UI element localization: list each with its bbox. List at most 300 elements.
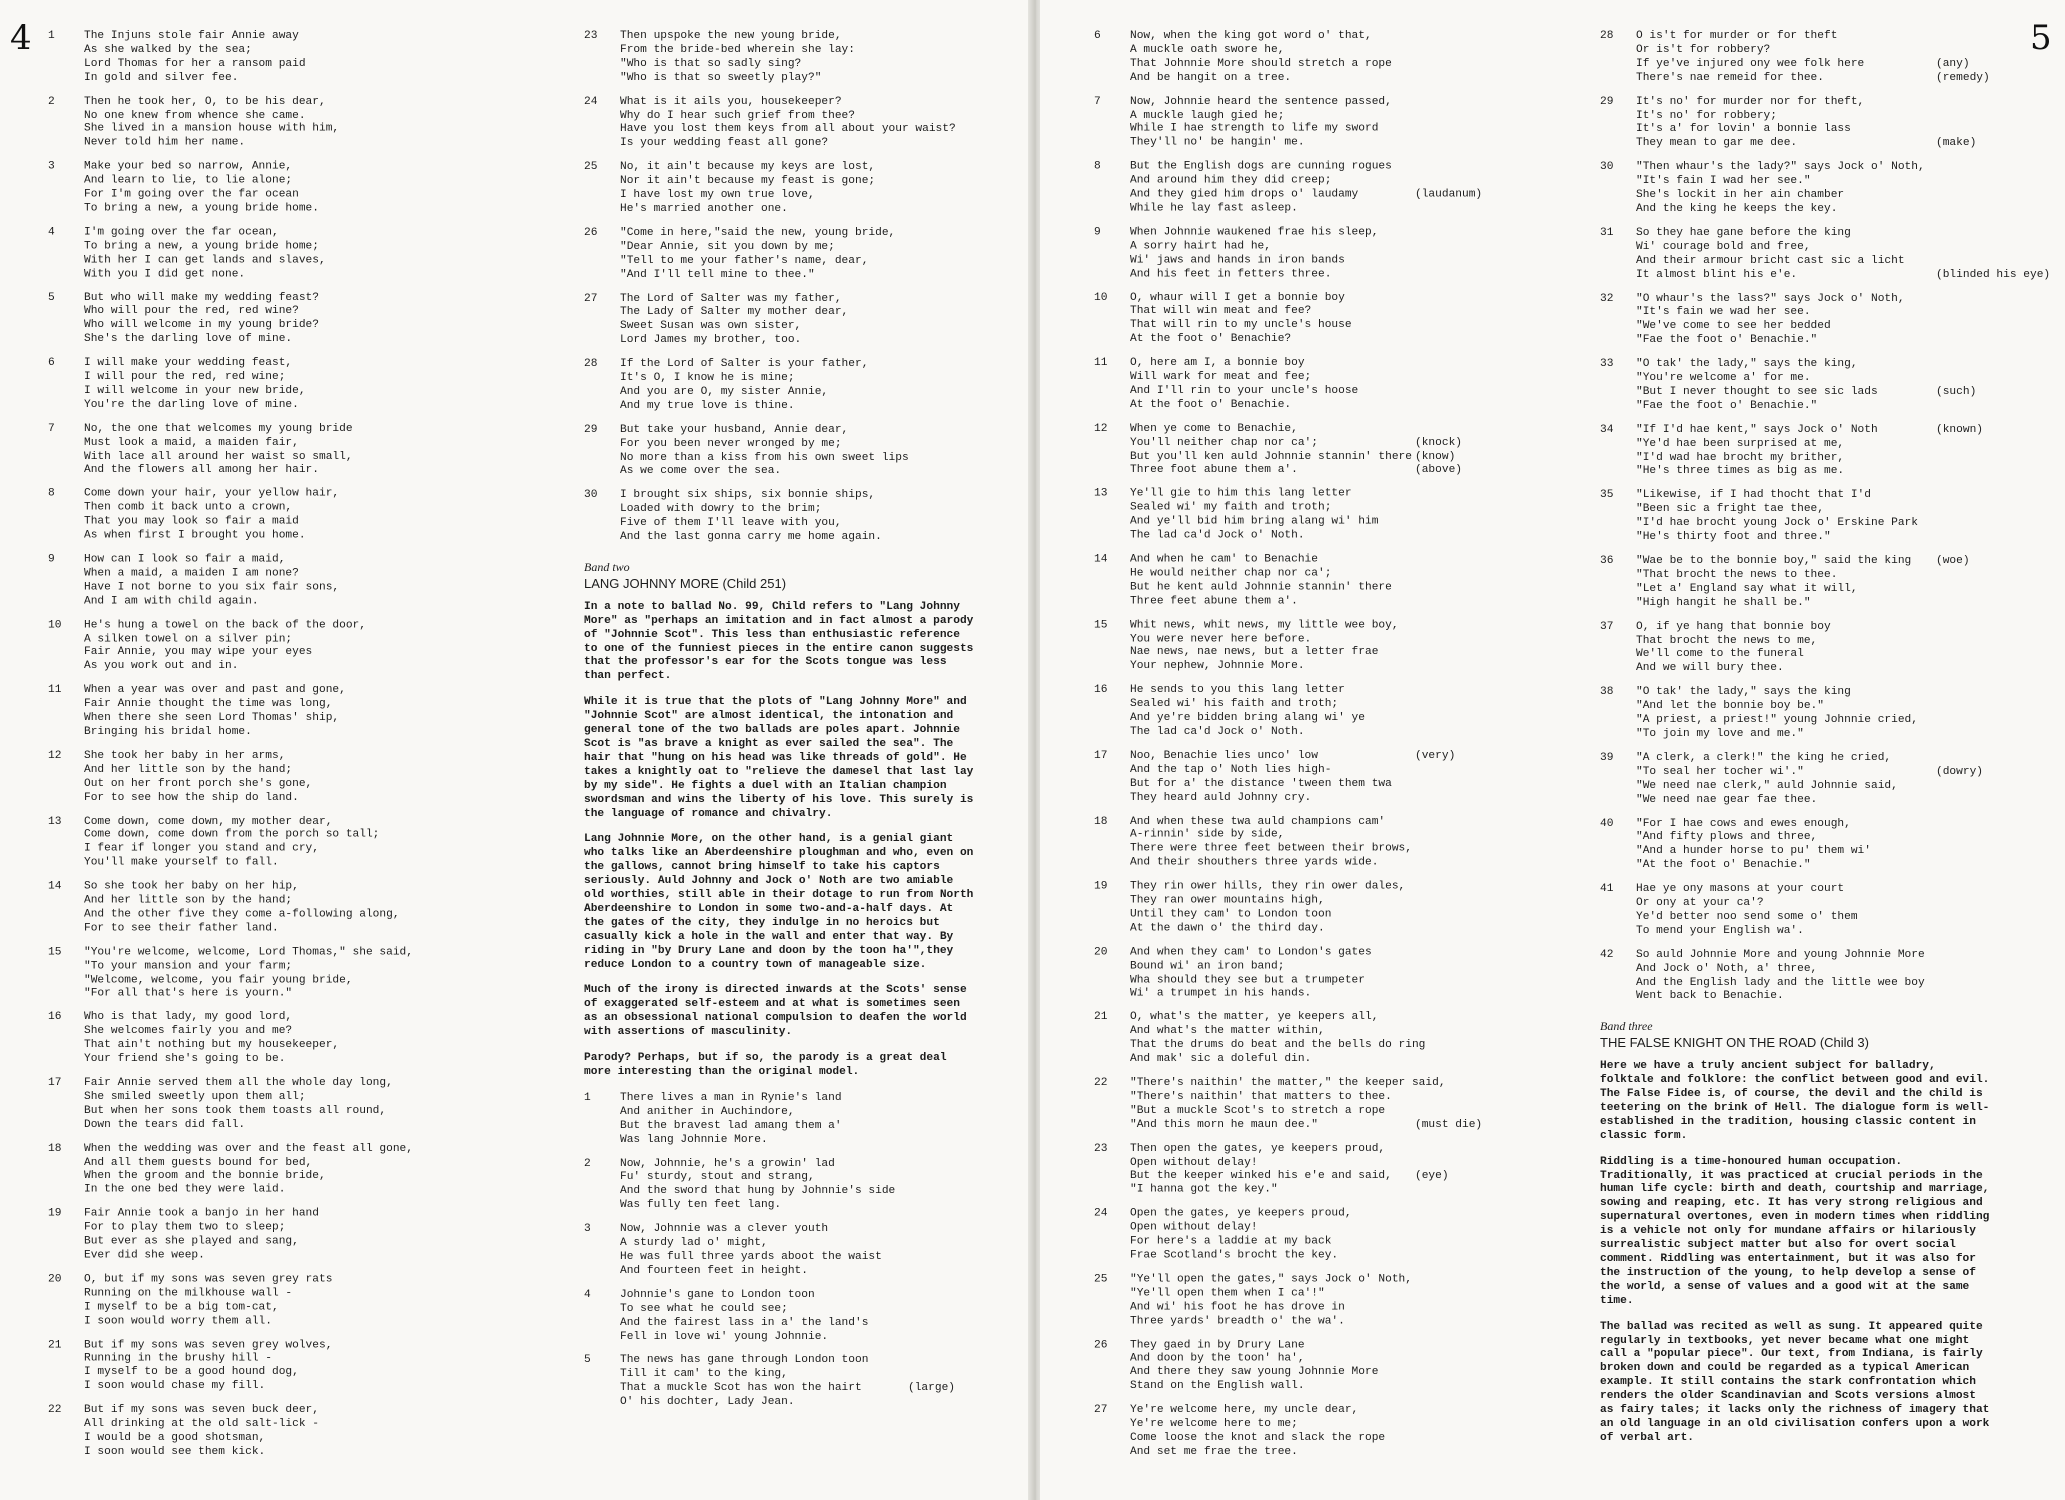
verse-line <box>1130 895 1514 909</box>
verse-line <box>1636 925 2030 939</box>
verse-text: You'll make yourself to fall. <box>84 856 279 869</box>
intro-paragraph: Much of the irony is directed inwards at the Scots' sense of exaggerated self-esteem and at what is sometimes seen as an obsessional national compulsion to deafen the world with assertions of masculinity. <box>584 984 967 1039</box>
verse-text: At the foot o' Benachie. <box>1130 398 1292 411</box>
verse-line <box>84 357 448 371</box>
verse-line <box>84 530 448 544</box>
verse-text: And her little son by the hand; <box>84 763 293 776</box>
verse-text: "O tak' the lady," says the king <box>1636 686 1851 699</box>
verse-line <box>84 488 448 502</box>
stanza-number: 1 <box>584 1091 591 1104</box>
verse-line <box>1636 700 2030 714</box>
verse-line <box>84 1039 448 1053</box>
verse-text: Whit news, whit news, my little wee boy, <box>1130 618 1399 631</box>
verse-text: For here's a laddie at my back <box>1130 1235 1332 1248</box>
verse-line <box>620 358 1004 372</box>
verse-line <box>620 452 1004 466</box>
verse-text: Wha should they see but a trumpeter <box>1130 973 1365 986</box>
verse-line <box>1130 319 1514 333</box>
gloss-note: (such) <box>1936 385 1977 398</box>
verse-line <box>84 516 448 530</box>
verse-text: O is't for murder or for theft <box>1636 30 1838 42</box>
verse-text: "I hanna got the key." <box>1130 1184 1278 1197</box>
verse-line <box>84 44 448 58</box>
verse-line <box>1130 1077 1514 1091</box>
ballad-title: THE FALSE KNIGHT ON THE ROAD (Child 3) <box>1600 1035 1869 1051</box>
verse-text: "Ye'll open them when I ca'!" <box>1130 1287 1325 1300</box>
verse-line <box>1130 1432 1514 1446</box>
stanza <box>1094 1404 1514 1459</box>
stanza <box>584 1158 1004 1214</box>
verse-text: Fair Annie took a banjo in her hand <box>84 1207 319 1220</box>
verse-text: And be hangit on a tree. <box>1130 71 1292 84</box>
gloss-note: (make) <box>1936 137 1977 150</box>
stanza <box>1600 555 2030 611</box>
verse-line <box>1130 58 1514 72</box>
verse-line <box>1130 1156 1514 1170</box>
verse-line <box>84 399 448 413</box>
verse-line <box>84 464 448 478</box>
verse-line <box>620 1171 1004 1185</box>
verse-text: "But I never thought to see sic lads <box>1636 385 1878 398</box>
stanza-number: 34 <box>1600 423 1614 436</box>
stanza-number: 13 <box>1094 488 1108 501</box>
verse-line <box>1130 1236 1514 1250</box>
verse-line <box>1636 268 2051 283</box>
verse-line <box>620 44 1004 58</box>
stanza <box>48 1143 448 1198</box>
verse-line <box>1130 1353 1514 1367</box>
verse-text: He sends to you this lang letter <box>1130 684 1345 697</box>
verse-text: And learn to lie, to lie alone; <box>84 174 293 187</box>
verse-text: Or ony at your ca'? <box>1636 897 1764 910</box>
stanza-number: 18 <box>1094 815 1108 828</box>
verse-line <box>620 1106 1004 1120</box>
verse-line <box>84 30 448 44</box>
stanza <box>1600 883 2030 939</box>
verse-text: And there they saw young Johnnie More <box>1130 1366 1379 1379</box>
verse-line <box>620 293 1004 307</box>
stanza-number: 41 <box>1600 883 1614 896</box>
stanza-number: 1 <box>48 30 55 42</box>
verse-text: Come down your hair, your yellow hair, <box>84 488 340 501</box>
verse-text: I will welcome in your new bride, <box>84 384 306 397</box>
stanza-number: 40 <box>1600 817 1614 830</box>
verse-text: They mean to gar me dee. <box>1636 137 1798 150</box>
verse-line <box>1636 531 2030 545</box>
stanza <box>584 424 1004 480</box>
verse-text: Ye'd better noo send some o' them <box>1636 910 1858 923</box>
verse-line <box>620 334 1004 348</box>
verse-line <box>84 306 448 320</box>
verse-text: Nor it ain't because my feast is gone; <box>620 175 876 188</box>
verse-text: Have you lost them keys from all about your waist? <box>620 123 956 136</box>
verse-line <box>1636 241 2030 255</box>
stanza <box>584 227 1004 283</box>
verse-line <box>1636 728 2030 742</box>
verse-text: Then he took her, O, to be his dear, <box>84 95 326 108</box>
verse-text: It's O, I know he is mine; <box>620 372 795 385</box>
verse-line <box>620 1265 1004 1279</box>
verse-text: She welcomes fairly you and me? <box>84 1025 293 1038</box>
stanza <box>48 357 448 412</box>
stanza-number: 36 <box>1600 555 1614 567</box>
stanza <box>1094 226 1514 281</box>
verse-text: They'll no' be hangin' me. <box>1130 137 1305 150</box>
verse-line <box>84 764 448 778</box>
stanza <box>1600 293 2030 349</box>
stanza-number: 30 <box>1600 161 1614 174</box>
verse-text: Open without delay! <box>1130 1156 1258 1169</box>
verse-text: Never told him her name. <box>84 137 246 150</box>
verse-text: At the dawn o' the third day. <box>1130 922 1325 935</box>
verse-line <box>1130 1105 1514 1119</box>
verse-line <box>1130 567 1514 581</box>
verse-text: And the flowers all among her hair. <box>84 464 319 477</box>
verse-text: "There's naithin' the matter," the keeper said, <box>1130 1077 1446 1090</box>
intro-paragraph: While it is true that the plots of "Lang Johnny More" and "Johnnie Scot" are almost identical, the intonation and general tone of the two ballads are poles apart. Johnnie Scot is "as brave a knight as ever sailed the sea". The hair that "hung on his head was like threads of gold". He takes a knightly oat to "relieve the damesel that last lay by my side". He fights a duel with an Italian champion swordsman and wins the liberty of his love. This surely is the language of romance and chivalry. <box>584 696 974 820</box>
stanza-number: 2 <box>584 1157 591 1170</box>
verse-line <box>620 175 1004 189</box>
verse-text: Lord James my brother, too. <box>620 334 802 347</box>
verse-line <box>1130 123 1514 137</box>
verse-line <box>1130 764 1514 778</box>
verse-text: "Likewise, if I had thocht that I'd <box>1636 489 1871 502</box>
verse-text: "That brocht the news to thee. <box>1636 568 1838 581</box>
verse-line <box>1636 831 2030 845</box>
verse-line <box>620 189 1004 203</box>
verse-line <box>84 988 448 1002</box>
verse-text: And all them guests bound for bed, <box>84 1156 313 1169</box>
verse-text: And when he cam' to Benachie <box>1130 553 1318 566</box>
verse-line <box>1130 109 1514 123</box>
verse-text: Fair Annie served them all the whole day long, <box>84 1077 393 1090</box>
verse-text: And the sword that hung by Johnnie's side <box>620 1185 896 1198</box>
verse-text: Your nephew, Johnnie More. <box>1130 660 1305 673</box>
verse-text: "A priest, a priest!" young Johnnie cried, <box>1636 714 1918 727</box>
verse-text: Then upspoke the new young bride, <box>620 30 842 42</box>
verse-line <box>84 1367 448 1381</box>
verse-text: "And I'll tell mine to thee." <box>620 268 815 281</box>
verse-line <box>84 619 448 633</box>
gloss-note: (knock) <box>1415 436 1462 449</box>
verse-line <box>620 1092 1004 1106</box>
verse-text: He's hung a towel on the back of the door, <box>84 618 366 631</box>
verse-line <box>620 1317 1004 1331</box>
verse-line <box>1636 766 2030 780</box>
verse-line <box>1130 661 1514 675</box>
verse-text: "I'd wad hae brocht my brither, <box>1636 451 1845 464</box>
verse-text: "A clerk, a clerk!" the king he cried, <box>1636 751 1892 764</box>
verse-text: For I'm going over the far ocean <box>84 188 299 201</box>
verse-line <box>1130 516 1514 530</box>
verse-text: No, the one that welcomes my young bride <box>84 422 353 435</box>
verse-line <box>620 241 1004 255</box>
verse-text: And his feet in fetters three. <box>1130 267 1332 280</box>
verse-line <box>1636 648 2030 662</box>
verse-line <box>84 1446 448 1460</box>
verse-text: But for a' the distance 'tween them twa <box>1130 777 1392 790</box>
stanza <box>1094 619 1514 674</box>
verse-line <box>1636 662 2030 676</box>
verse-text: Ever did she weep. <box>84 1249 205 1262</box>
verse-line <box>84 922 448 936</box>
verse-line <box>620 161 1004 175</box>
verse-line <box>84 292 448 306</box>
verse-text: We'll come to the funeral <box>1636 648 1804 661</box>
verse-text: She's the darling love of mine. <box>84 333 293 346</box>
verse-text: While I hae strength to life my sword <box>1130 123 1379 136</box>
verse-text: Then comb it back unto a crown, <box>84 501 293 514</box>
verse-text: Till it cam' to the king, <box>620 1368 788 1381</box>
verse-line <box>1636 949 2030 963</box>
page-number-right: 5 <box>2030 18 2052 58</box>
verse-line <box>1130 1012 1514 1026</box>
stanza <box>48 1208 448 1263</box>
verse-line <box>84 1170 448 1184</box>
verse-line <box>84 95 448 109</box>
verse-text: And my true love is thine. <box>620 399 795 412</box>
column-4 <box>1600 30 2051 1458</box>
verse-line <box>84 778 448 792</box>
verse-line <box>84 137 448 151</box>
verse-text: A-rinnin' side by side, <box>1130 829 1285 842</box>
stanza-number: 21 <box>1094 1011 1108 1024</box>
verse-text: It's a' for lovin' a bonnie lass <box>1636 123 1851 136</box>
stanza <box>1600 424 2030 480</box>
stanza <box>1094 684 1514 739</box>
verse-line <box>84 175 448 189</box>
verse-text: And we will bury thee. <box>1636 662 1784 675</box>
stanza-number: 17 <box>1094 749 1108 762</box>
verse-line <box>1130 306 1514 320</box>
verse-text: They ran ower mountains high, <box>1130 894 1325 907</box>
verse-line <box>84 750 448 764</box>
verse-line <box>620 227 1004 241</box>
verse-text: "You're welcome a' for me. <box>1636 372 1811 385</box>
verse-line <box>84 1091 448 1105</box>
verse-line <box>84 450 448 464</box>
verse-text: Who will welcome in my young bride? <box>84 319 319 332</box>
verse-line <box>1636 752 2030 766</box>
verse-text: O' his dochter, Lady Jean. <box>620 1396 795 1409</box>
verse-text: Wi' jaws and hands in iron bands <box>1130 254 1345 267</box>
verse-line <box>620 1185 1004 1199</box>
stanza-number: 15 <box>1094 618 1108 631</box>
verse-line <box>84 1432 448 1446</box>
verse-text: "And fifty plows and three, <box>1636 831 1818 844</box>
verse-text: A muckle oath swore he, <box>1130 43 1285 56</box>
stanza-number: 4 <box>48 226 55 239</box>
stanza <box>1094 881 1514 936</box>
band-label: Band two <box>584 560 630 574</box>
verse-text: And the king he keeps the key. <box>1636 202 1838 215</box>
verse-line <box>1636 175 2030 189</box>
verse-text: That will win meat and fee? <box>1130 305 1312 318</box>
verse-line <box>84 881 448 895</box>
verse-line <box>1130 1404 1514 1418</box>
left-page <box>0 0 1032 1500</box>
verse-line <box>1130 1339 1514 1353</box>
verse-text: And their armour bricht cast sic a licht <box>1636 254 1905 267</box>
verse-line <box>1636 96 2030 110</box>
verse-text: He's married another one. <box>620 202 788 215</box>
verse-text: He would neither chap nor ca'; <box>1130 567 1332 580</box>
verse-text: And ye're bidden bring alang wi' ye <box>1130 712 1365 725</box>
verse-line <box>84 1012 448 1026</box>
verse-line <box>1130 357 1514 371</box>
verse-text: And around him they did creep; <box>1130 174 1332 187</box>
verse-text: But when her sons took them toasts all round, <box>84 1104 387 1117</box>
verse-line <box>1130 371 1514 385</box>
verse-text: The Injuns stole fair Annie away <box>84 30 299 42</box>
verse-line <box>1130 946 1514 960</box>
stanza-number: 12 <box>1094 422 1108 435</box>
verse-line <box>620 1251 1004 1265</box>
verse-text: "For all that's here is yourn." <box>84 987 293 1000</box>
gloss-note: (woe) <box>1936 555 1970 567</box>
verse-line <box>1636 452 2030 466</box>
stanza <box>1600 949 2030 1005</box>
verse-text: That ain't nothing but my housekeeper, <box>84 1039 340 1052</box>
verse-line <box>620 372 1004 386</box>
verse-line <box>1130 530 1514 544</box>
verse-text: "To your mansion and your farm; <box>84 960 293 973</box>
stanza-number: 3 <box>584 1223 591 1236</box>
stanza <box>1094 1273 1514 1328</box>
verse-text: And anither in Auchindore, <box>620 1105 795 1118</box>
verse-text: To mend your English wa'. <box>1636 924 1804 937</box>
verse-line <box>1130 829 1514 843</box>
verse-line <box>84 1273 448 1287</box>
stanza <box>48 946 448 1001</box>
verse-text: Running on the milkhouse wall - <box>84 1287 293 1300</box>
verse-text: Frae Scotland's brocht the key. <box>1130 1249 1339 1262</box>
stanza-number: 10 <box>48 618 62 631</box>
verse-line <box>84 1236 448 1250</box>
verse-line <box>1130 815 1514 829</box>
verse-line <box>1130 778 1514 792</box>
verse-line <box>620 1134 1004 1148</box>
intro-paragraph: Riddling is a time-honoured human occupation. Traditionally, it was practiced at crucial periods in the human life cycle: birth and death, courtship and marriage, sowing and reaping, etc. It has very strong religious and supernatural overtones, even in modern times when riddling is a vehicle not only for mundane affairs or hilariously surrealistic subject matter but also for overt social comment. Riddling was entertainment, but it was also for the instruction of the young, to help develop a sense of the world, a sense of values and a good wit at the same time. <box>1600 1155 1990 1307</box>
verse-text: "Fae the foot o' Benachie." <box>1636 399 1818 412</box>
stanza-number: 29 <box>584 423 598 436</box>
verse-text: Ye're welcome here, my uncle dear, <box>1130 1404 1359 1417</box>
verse-text: Have I not borne to you six fair sons, <box>84 581 340 594</box>
verse-text: Stand on the English wall. <box>1130 1380 1305 1393</box>
stanza <box>48 554 448 609</box>
verse-line <box>1636 358 2030 372</box>
verse-text: But who will make my wedding feast? <box>84 291 319 304</box>
verse-line <box>84 1105 448 1119</box>
verse-text: Was fully ten feet lang. <box>620 1199 782 1212</box>
verse-line <box>620 320 1004 334</box>
verse-text: When a maid, a maiden I am none? <box>84 567 299 580</box>
stanza <box>1094 95 1514 150</box>
verse-text: Three foot abune them a'. <box>1130 464 1298 477</box>
verse-text: From the bride-bed wherein she lay: <box>620 43 855 56</box>
gloss-note: (above) <box>1415 464 1462 477</box>
verse-line <box>1636 255 2030 269</box>
stanza <box>48 1404 448 1459</box>
verse-line <box>1636 963 2030 977</box>
verse-line <box>1636 400 2030 414</box>
verse-text: All drinking at the old salt-lick - <box>84 1418 319 1431</box>
verse-line <box>1130 726 1514 740</box>
stanza <box>48 488 448 543</box>
verse-text: Down the tears did fall. <box>84 1118 246 1131</box>
verse-text: For you been never wronged by me; <box>620 437 842 450</box>
verse-text: I fear if longer you stand and cry, <box>84 843 319 855</box>
verse-text: Then open the gates, ye keepers proud, <box>1130 1142 1386 1155</box>
verse-line <box>1130 1315 1514 1329</box>
verse-line <box>1130 843 1514 857</box>
verse-line <box>1636 714 2030 728</box>
verse-line <box>1130 960 1514 974</box>
verse-text: And the tap o' Noth lies high- <box>1130 763 1332 776</box>
verse-line <box>84 268 448 282</box>
verse-text: "Come in here,"said the new, young bride, <box>620 226 896 239</box>
verse-line <box>84 72 448 86</box>
intro-paragraph: The ballad was recited as well as sung. It appeared quite regularly in textbooks, yet never became what one might call a "popular piece". Our text, from Indiana, is fairly broken down and could be regarded as a typical American example. It still contains the stark confrontation which renders the older Scandinavian and Scots versions almost as fairy tales; it lacks only the richness of imagery that an old language in an old civilisation confers upon a work of verbal art. <box>1600 1320 1990 1444</box>
ballad-title: LANG JOHNNY MORE (Child 251) <box>584 575 787 591</box>
verse-text: Nae news, nae news, but a letter frae <box>1130 646 1379 659</box>
stanza <box>48 1273 448 1328</box>
stanza <box>1094 30 1514 85</box>
verse-text: Wi' a trumpet in his hands. <box>1130 987 1312 1000</box>
verse-line <box>1636 306 2030 320</box>
verse-line <box>620 1223 1004 1237</box>
verse-line <box>1130 791 1514 805</box>
stanza <box>1094 750 1514 805</box>
verse-line <box>1130 1184 1514 1198</box>
verse-text: The lad ca'd Jock o' Noth. <box>1130 529 1305 542</box>
verse-text: But the keeper winked his e'e and said, <box>1130 1170 1392 1183</box>
intro-paragraph: Here we have a truly ancient subject for balladry, folktale and folklore: the conflict between good and evil. The False Fidee is, of course, the devil and the child is teetering on the brink of Hell. The dialogue form is well-established in the tradition, housing classic content in classic form. <box>1600 1060 1990 1142</box>
verse-text: "Ye'll open the gates," says Jock o' Noth, <box>1130 1273 1412 1286</box>
verse-line <box>1130 712 1514 726</box>
stanza-number: 38 <box>1600 686 1614 699</box>
verse-line <box>84 791 448 805</box>
verse-text: And what's the matter within, <box>1130 1025 1325 1038</box>
verse-line <box>620 424 1004 438</box>
verse-line <box>1130 750 1514 764</box>
stanza-number: 7 <box>48 422 55 435</box>
verse-text: It's no' for murder nor for theft, <box>1636 95 1865 108</box>
verse-text: "It's fain we wad her see. <box>1636 306 1811 319</box>
verse-text: Who is that lady, my good lord, <box>84 1011 293 1024</box>
verse-line <box>84 895 448 909</box>
verse-text: Sealed wi' his faith and troth; <box>1130 698 1339 711</box>
verse-text: Hae ye ony masons at your court <box>1636 883 1845 896</box>
verse-text: When there she seen Lord Thomas' ship, <box>84 712 340 725</box>
verse-text: That you may look so fair a maid <box>84 515 299 528</box>
verse-text: "We need nae gear fae thee. <box>1636 793 1818 806</box>
verse-line <box>84 502 448 516</box>
stanza <box>48 161 448 216</box>
verse-text: As when first I brought you home. <box>84 529 306 542</box>
verse-text: Until they cam' to London toon <box>1130 908 1332 921</box>
stanza <box>1600 96 2030 152</box>
verse-line <box>1130 423 1514 437</box>
stanza <box>1094 488 1514 543</box>
verse-line <box>84 333 448 347</box>
verse-text: Why do I hear such grief from thee? <box>620 109 855 122</box>
stanza-number: 26 <box>584 226 598 239</box>
verse-line <box>1130 1250 1514 1264</box>
verse-line <box>1636 911 2030 925</box>
verse-text: But if my sons was seven buck deer, <box>84 1404 319 1417</box>
stanza <box>48 1077 448 1132</box>
